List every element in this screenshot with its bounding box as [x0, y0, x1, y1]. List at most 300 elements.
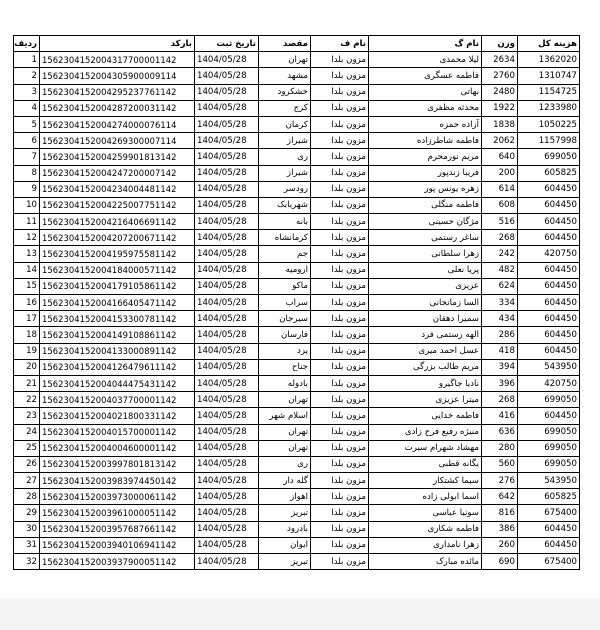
cell-date: 1404/05/28	[195, 116, 259, 132]
cell-last-name: مزون بلدا	[311, 165, 369, 181]
cell-date: 1404/05/28	[195, 408, 259, 424]
cell-last-name: مزون بلدا	[311, 375, 369, 391]
cell-date: 1404/05/28	[195, 181, 259, 197]
cell-first-name: الهه رستمی فرد	[369, 327, 482, 343]
table-row	[14, 133, 580, 149]
cell-first-name: سونیا عباسی	[369, 505, 482, 521]
cell-date: 1404/05/28	[195, 149, 259, 165]
cell-destination: تهران	[259, 424, 311, 440]
cell-date: 1404/05/28	[195, 68, 259, 84]
cell-weight: 416	[482, 408, 518, 424]
cell-last-name: مزون بلدا	[311, 440, 369, 456]
cell-destination: ایوان	[259, 537, 311, 553]
cell-last-name: مزون بلدا	[311, 327, 369, 343]
cell-last-name: مزون بلدا	[311, 392, 369, 408]
header-weight: وزن	[482, 36, 518, 52]
cell-total-cost: 604450	[518, 327, 580, 343]
cell-rownum: 24	[14, 424, 40, 440]
table-row	[14, 181, 580, 197]
table-row	[14, 100, 580, 116]
cell-last-name: مزون بلدا	[311, 278, 369, 294]
cell-date: 1404/05/28	[195, 343, 259, 359]
cell-rownum: 11	[14, 214, 40, 230]
cell-rownum: 3	[14, 84, 40, 100]
cell-first-name: محدثه مظفری	[369, 100, 482, 116]
cell-date: 1404/05/28	[195, 359, 259, 375]
table-row	[14, 230, 580, 246]
cell-rownum: 20	[14, 359, 40, 375]
cell-first-name: سمیرا دهقان	[369, 311, 482, 327]
cell-date: 1404/05/28	[195, 197, 259, 213]
cell-date: 1404/05/28	[195, 375, 259, 391]
cell-weight: 260	[482, 537, 518, 553]
cell-total-cost: 543950	[518, 473, 580, 489]
cell-last-name: مزون بلدا	[311, 246, 369, 262]
cell-weight: 280	[482, 440, 518, 456]
cell-rownum: 23	[14, 408, 40, 424]
cell-first-name: مائده مبارک	[369, 554, 482, 570]
cell-date: 1404/05/28	[195, 246, 259, 262]
cell-total-cost: 604450	[518, 521, 580, 537]
cell-total-cost: 604450	[518, 295, 580, 311]
cell-last-name: مزون بلدا	[311, 116, 369, 132]
cell-destination: تبریز	[259, 554, 311, 570]
cell-weight: 640	[482, 149, 518, 165]
cell-total-cost: 604450	[518, 343, 580, 359]
cell-destination: ری	[259, 149, 311, 165]
cell-barcode: 1562304152003940106941142	[40, 537, 195, 553]
table-row	[14, 262, 580, 278]
cell-last-name: مزون بلدا	[311, 521, 369, 537]
cell-first-name: میترا عزیزی	[369, 392, 482, 408]
cell-date: 1404/05/28	[195, 456, 259, 472]
cell-destination: ری	[259, 456, 311, 472]
cell-destination: اسلام شهر	[259, 408, 311, 424]
cell-last-name: مزون بلدا	[311, 311, 369, 327]
cell-destination: شیراز	[259, 133, 311, 149]
cell-barcode: 1562304152004015700001142	[40, 424, 195, 440]
cell-weight: 334	[482, 295, 518, 311]
cell-rownum: 16	[14, 295, 40, 311]
cell-first-name: مهشاد شهرام سیرت	[369, 440, 482, 456]
cell-rownum: 22	[14, 392, 40, 408]
cell-date: 1404/05/28	[195, 230, 259, 246]
cell-weight: 394	[482, 359, 518, 375]
cell-weight: 276	[482, 473, 518, 489]
cell-date: 1404/05/28	[195, 327, 259, 343]
cell-destination: کرمانشاه	[259, 230, 311, 246]
cell-barcode: 1562304152003961000051142	[40, 505, 195, 521]
cell-rownum: 8	[14, 165, 40, 181]
cell-first-name: زهره یونس پور	[369, 181, 482, 197]
cell-rownum: 21	[14, 375, 40, 391]
table-row	[14, 52, 580, 68]
cell-last-name: مزون بلدا	[311, 100, 369, 116]
header-destination: مقصد	[259, 36, 311, 52]
cell-last-name: مزون بلدا	[311, 181, 369, 197]
cell-date: 1404/05/28	[195, 52, 259, 68]
cell-date: 1404/05/28	[195, 311, 259, 327]
cell-first-name: یگانه قطبی	[369, 456, 482, 472]
table-row	[14, 359, 580, 375]
cell-rownum: 5	[14, 116, 40, 132]
cell-rownum: 4	[14, 100, 40, 116]
cell-barcode: 1562304152003937900051142	[40, 554, 195, 570]
cell-first-name: فاطمه شکاری	[369, 521, 482, 537]
table-row	[14, 343, 580, 359]
cell-barcode: 1562304152004259901813142	[40, 149, 195, 165]
cell-destination: ارومیه	[259, 262, 311, 278]
cell-rownum: 18	[14, 327, 40, 343]
cell-destination: خشکرود	[259, 84, 311, 100]
cell-rownum: 10	[14, 197, 40, 213]
cell-last-name: مزون بلدا	[311, 68, 369, 84]
cell-destination: کرمان	[259, 116, 311, 132]
cell-barcode: 1562304152004133000891142	[40, 343, 195, 359]
cell-first-name: فریبا زندپور	[369, 165, 482, 181]
cell-destination: اهواز	[259, 489, 311, 505]
cell-total-cost: 699050	[518, 149, 580, 165]
cell-barcode: 1562304152004126479611142	[40, 359, 195, 375]
cell-barcode: 1562304152004153300781142	[40, 311, 195, 327]
cell-rownum: 26	[14, 456, 40, 472]
cell-destination: رودسر	[259, 181, 311, 197]
cell-barcode: 1562304152004247200007142	[40, 165, 195, 181]
cell-destination: سراب	[259, 295, 311, 311]
cell-destination: شیراز	[259, 165, 311, 181]
cell-weight: 200	[482, 165, 518, 181]
cell-date: 1404/05/28	[195, 84, 259, 100]
cell-barcode: 1562304152004274000076114	[40, 116, 195, 132]
table-row	[14, 214, 580, 230]
cell-total-cost: 605825	[518, 165, 580, 181]
cell-date: 1404/05/28	[195, 489, 259, 505]
cell-first-name: لیلا محمدی	[369, 52, 482, 68]
cell-last-name: مزون بلدا	[311, 197, 369, 213]
cell-weight: 1838	[482, 116, 518, 132]
cell-last-name: مزون بلدا	[311, 52, 369, 68]
table-row	[14, 278, 580, 294]
cell-first-name: مریم نورمحرم	[369, 149, 482, 165]
cell-first-name: فاطمه خدایی	[369, 408, 482, 424]
cell-barcode: 1562304152003973000061142	[40, 489, 195, 505]
cell-date: 1404/05/28	[195, 440, 259, 456]
cell-weight: 2760	[482, 68, 518, 84]
cell-last-name: مزون بلدا	[311, 408, 369, 424]
cell-date: 1404/05/28	[195, 295, 259, 311]
cell-first-name: عزیزی	[369, 278, 482, 294]
cell-first-name: آزاده حمزه	[369, 116, 482, 132]
cell-total-cost: 604450	[518, 214, 580, 230]
cell-weight: 608	[482, 197, 518, 213]
cell-weight: 1922	[482, 100, 518, 116]
cell-first-name: فاطمه منگلی	[369, 197, 482, 213]
cell-total-cost: 604450	[518, 311, 580, 327]
cell-first-name: مریم طالب بزرگی	[369, 359, 482, 375]
table-row	[14, 424, 580, 440]
cell-rownum: 25	[14, 440, 40, 456]
cell-last-name: مزون بلدا	[311, 456, 369, 472]
table-row	[14, 149, 580, 165]
cell-last-name: مزون بلدا	[311, 230, 369, 246]
cell-last-name: مزون بلدا	[311, 359, 369, 375]
cell-weight: 614	[482, 181, 518, 197]
cell-total-cost: 1154725	[518, 84, 580, 100]
cell-destination: گله دار	[259, 473, 311, 489]
cell-total-cost: 604450	[518, 278, 580, 294]
cell-first-name: زهرا سلطانی	[369, 246, 482, 262]
cell-last-name: مزون بلدا	[311, 149, 369, 165]
cell-weight: 642	[482, 489, 518, 505]
cell-last-name: مزون بلدا	[311, 84, 369, 100]
cell-date: 1404/05/28	[195, 424, 259, 440]
cell-date: 1404/05/28	[195, 392, 259, 408]
table-row	[14, 456, 580, 472]
table-row	[14, 84, 580, 100]
cell-weight: 636	[482, 424, 518, 440]
cell-weight: 434	[482, 311, 518, 327]
shipment-table	[13, 35, 580, 570]
cell-date: 1404/05/28	[195, 505, 259, 521]
cell-barcode: 1562304152003997801813142	[40, 456, 195, 472]
cell-total-cost: 699050	[518, 424, 580, 440]
cell-rownum: 14	[14, 262, 40, 278]
cell-rownum: 15	[14, 278, 40, 294]
table-row	[14, 68, 580, 84]
cell-weight: 242	[482, 246, 518, 262]
cell-barcode: 1562304152004166405471142	[40, 295, 195, 311]
cell-last-name: مزون بلدا	[311, 262, 369, 278]
cell-weight: 268	[482, 392, 518, 408]
cell-weight: 816	[482, 505, 518, 521]
cell-first-name: منیژه رفیع فرح زادی	[369, 424, 482, 440]
cell-barcode: 1562304152004179105861142	[40, 278, 195, 294]
cell-barcode: 1562304152004021800331142	[40, 408, 195, 424]
header-first-name: نام گ	[369, 36, 482, 52]
cell-barcode: 1562304152004234004481142	[40, 181, 195, 197]
cell-first-name: عسل احمد میری	[369, 343, 482, 359]
cell-weight: 482	[482, 262, 518, 278]
cell-destination: جناح	[259, 359, 311, 375]
cell-total-cost: 420750	[518, 246, 580, 262]
table-row	[14, 537, 580, 553]
cell-barcode: 1562304152004269300007114	[40, 133, 195, 149]
cell-barcode: 1562304152004216406691142	[40, 214, 195, 230]
cell-total-cost: 699050	[518, 440, 580, 456]
cell-destination: جم	[259, 246, 311, 262]
cell-total-cost: 604450	[518, 537, 580, 553]
cell-rownum: 12	[14, 230, 40, 246]
cell-rownum: 9	[14, 181, 40, 197]
cell-first-name: سیما کشتکار	[369, 473, 482, 489]
cell-weight: 418	[482, 343, 518, 359]
cell-date: 1404/05/28	[195, 100, 259, 116]
cell-total-cost: 1233980	[518, 100, 580, 116]
cell-rownum: 32	[14, 554, 40, 570]
table-row	[14, 473, 580, 489]
cell-last-name: مزون بلدا	[311, 537, 369, 553]
cell-total-cost: 604450	[518, 262, 580, 278]
cell-last-name: مزون بلدا	[311, 214, 369, 230]
cell-first-name: بهاتی	[369, 84, 482, 100]
cell-total-cost: 605825	[518, 489, 580, 505]
cell-barcode: 1562304152004044475431142	[40, 375, 195, 391]
table-row	[14, 505, 580, 521]
cell-last-name: مزون بلدا	[311, 295, 369, 311]
cell-total-cost: 1310747	[518, 68, 580, 84]
table-row	[14, 375, 580, 391]
cell-barcode: 1562304152004195975581142	[40, 246, 195, 262]
cell-weight: 2062	[482, 133, 518, 149]
cell-weight: 386	[482, 521, 518, 537]
cell-last-name: مزون بلدا	[311, 424, 369, 440]
cell-rownum: 13	[14, 246, 40, 262]
cell-barcode: 1562304152004287200031142	[40, 100, 195, 116]
cell-total-cost: 420750	[518, 375, 580, 391]
cell-date: 1404/05/28	[195, 214, 259, 230]
cell-total-cost: 604450	[518, 197, 580, 213]
cell-destination: تهران	[259, 392, 311, 408]
table-row	[14, 327, 580, 343]
cell-barcode: 1562304152004305900009114	[40, 68, 195, 84]
cell-barcode: 1562304152004004600001142	[40, 440, 195, 456]
cell-total-cost: 604450	[518, 408, 580, 424]
cell-rownum: 19	[14, 343, 40, 359]
cell-last-name: مزون بلدا	[311, 489, 369, 505]
cell-destination: شهربابک	[259, 197, 311, 213]
table-row	[14, 311, 580, 327]
cell-destination: تبریز	[259, 505, 311, 521]
header-last-name: نام ف	[311, 36, 369, 52]
cell-weight: 624	[482, 278, 518, 294]
table-row	[14, 165, 580, 181]
cell-first-name: السا زمانخانی	[369, 295, 482, 311]
cell-total-cost: 675400	[518, 554, 580, 570]
cell-rownum: 28	[14, 489, 40, 505]
cell-first-name: اسما ابولی زاده	[369, 489, 482, 505]
cell-rownum: 2	[14, 68, 40, 84]
table-row	[14, 295, 580, 311]
cell-barcode: 1562304152003983974450142	[40, 473, 195, 489]
cell-weight: 2480	[482, 84, 518, 100]
cell-total-cost: 1050225	[518, 116, 580, 132]
cell-total-cost: 604450	[518, 181, 580, 197]
table-row	[14, 197, 580, 213]
cell-rownum: 17	[14, 311, 40, 327]
cell-weight: 690	[482, 554, 518, 570]
cell-weight: 516	[482, 214, 518, 230]
cell-barcode: 1562304152004317700001142	[40, 52, 195, 68]
cell-barcode: 1562304152004225007751142	[40, 197, 195, 213]
cell-weight: 560	[482, 456, 518, 472]
cell-destination: فارسان	[259, 327, 311, 343]
cell-destination: تهران	[259, 440, 311, 456]
cell-total-cost: 699050	[518, 456, 580, 472]
cell-destination: بادرود	[259, 521, 311, 537]
cell-date: 1404/05/28	[195, 165, 259, 181]
page-bottom-band	[0, 598, 600, 630]
cell-destination: سیرجان	[259, 311, 311, 327]
cell-first-name: پریا نعلی	[369, 262, 482, 278]
cell-barcode: 1562304152004149108861142	[40, 327, 195, 343]
cell-total-cost: 543950	[518, 359, 580, 375]
header-row	[14, 36, 580, 52]
cell-first-name: فاطمه عسگری	[369, 68, 482, 84]
cell-date: 1404/05/28	[195, 262, 259, 278]
cell-destination: ماکو	[259, 278, 311, 294]
cell-rownum: 30	[14, 521, 40, 537]
cell-rownum: 7	[14, 149, 40, 165]
cell-rownum: 31	[14, 537, 40, 553]
cell-destination: بادوله	[259, 375, 311, 391]
cell-first-name: نادیا جاگیرو	[369, 375, 482, 391]
cell-barcode: 1562304152003957687661142	[40, 521, 195, 537]
header-total-cost: هزینه کل	[518, 36, 580, 52]
cell-rownum: 27	[14, 473, 40, 489]
cell-last-name: مزون بلدا	[311, 133, 369, 149]
header-barcode: بارکد	[40, 36, 195, 52]
cell-date: 1404/05/28	[195, 278, 259, 294]
table-body	[14, 52, 580, 570]
cell-date: 1404/05/28	[195, 473, 259, 489]
cell-total-cost: 675400	[518, 505, 580, 521]
table-row	[14, 116, 580, 132]
table-row	[14, 392, 580, 408]
cell-weight: 268	[482, 230, 518, 246]
table-row	[14, 246, 580, 262]
cell-total-cost: 604450	[518, 230, 580, 246]
cell-first-name: مژگان حسینی	[369, 214, 482, 230]
table-row	[14, 521, 580, 537]
cell-barcode: 1562304152004207200671142	[40, 230, 195, 246]
cell-date: 1404/05/28	[195, 133, 259, 149]
cell-rownum: 29	[14, 505, 40, 521]
cell-total-cost: 1157998	[518, 133, 580, 149]
cell-last-name: مزون بلدا	[311, 554, 369, 570]
cell-weight: 2634	[482, 52, 518, 68]
cell-first-name: ساغر رستمی	[369, 230, 482, 246]
cell-destination: یزد	[259, 343, 311, 359]
cell-date: 1404/05/28	[195, 521, 259, 537]
cell-first-name: فاطمه شاطرزاده	[369, 133, 482, 149]
cell-first-name: زهرا نامداری	[369, 537, 482, 553]
cell-total-cost: 1362020	[518, 52, 580, 68]
table-row	[14, 489, 580, 505]
table-row	[14, 554, 580, 570]
header-date: تاریخ ثبت	[195, 36, 259, 52]
cell-date: 1404/05/28	[195, 537, 259, 553]
cell-weight: 286	[482, 327, 518, 343]
cell-destination: مشهد	[259, 68, 311, 84]
cell-destination: کرج	[259, 100, 311, 116]
table-row	[14, 408, 580, 424]
cell-total-cost: 699050	[518, 392, 580, 408]
cell-last-name: مزون بلدا	[311, 473, 369, 489]
shipment-table-sheet	[13, 35, 579, 570]
table-row	[14, 440, 580, 456]
cell-rownum: 1	[14, 52, 40, 68]
cell-barcode: 1562304152004037700001142	[40, 392, 195, 408]
cell-barcode: 1562304152004184000571142	[40, 262, 195, 278]
cell-date: 1404/05/28	[195, 554, 259, 570]
cell-last-name: مزون بلدا	[311, 343, 369, 359]
cell-barcode: 1562304152004295237761142	[40, 84, 195, 100]
cell-destination: تهران	[259, 52, 311, 68]
cell-weight: 396	[482, 375, 518, 391]
header-rownum: ردیف	[14, 36, 40, 52]
cell-destination: بانه	[259, 214, 311, 230]
cell-last-name: مزون بلدا	[311, 505, 369, 521]
